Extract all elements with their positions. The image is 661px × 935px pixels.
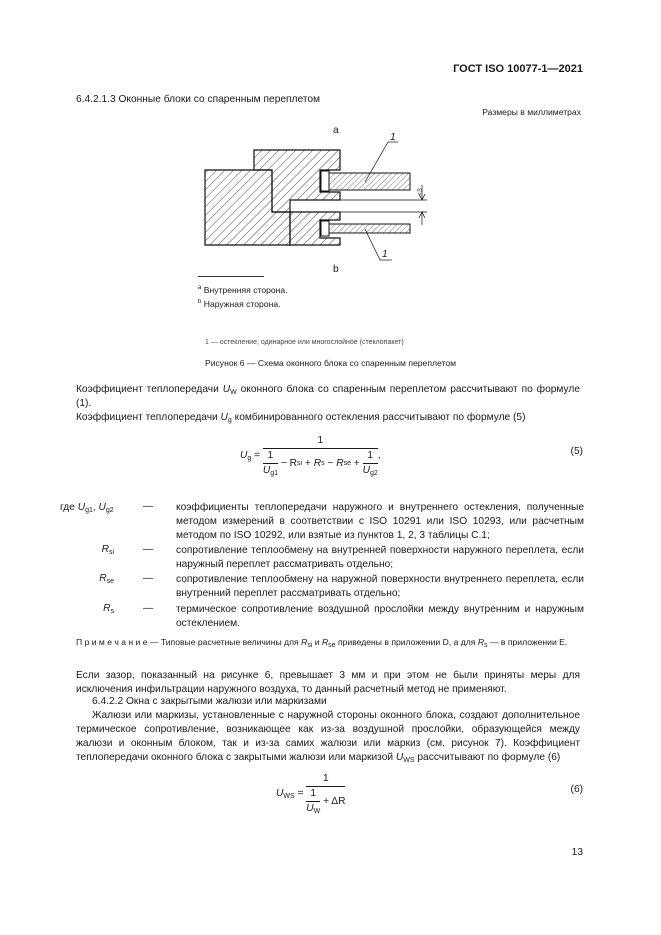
footnote-rule — [198, 276, 264, 277]
def-dash-rse: — — [143, 573, 154, 584]
def-dash-ug: — — [143, 501, 154, 512]
window-section-drawing — [190, 120, 460, 285]
figure-caption: Рисунок 6 — Схема оконного блока со спаренным переплетом — [204, 358, 457, 368]
footnote-a: $^a$ Внутренняя сторона. — [198, 284, 288, 295]
standard-header: ГОСТ ISO 10077-1—2021 — [453, 63, 583, 75]
formula-6-number: (6) — [570, 784, 583, 795]
def-rsi-text: сопротивление теплообмену на внутренней поверхности наружного переплета, если наружный переплет рассматривать отдельно; — [176, 545, 584, 570]
figure-callout-1-top: 1 — [390, 132, 396, 143]
def-rs-text: термическое сопротивление воздушной прослойки между внутренним и наружным остеклением. — [176, 604, 584, 629]
def-dash-rs: — — [143, 603, 154, 614]
def-dash-rsi: — — [143, 544, 154, 555]
paragraph-uw: Коэффициент теплопередачи $U_W$ оконного блока со спаренным переплетом рассчитывают по формуле (1). — [76, 384, 580, 409]
figure-label-a: a — [333, 125, 339, 136]
formula-6: $U_{WS}$ = 1 $\frac{1}{U_W}$ + ΔR — [276, 773, 346, 815]
def-where: где $U_{g1}$, $U_{g2}$ — [60, 502, 114, 514]
section2-title: 6.4.2.2 Окна с закрытыми жалюзи или маркизами — [92, 696, 327, 707]
figure-label-b: b — [333, 264, 339, 275]
figure-legend: 1 — остекление, одинарное или многослойное (стеклопакет) — [205, 339, 404, 346]
figure-dimension-label: ≤3 — [417, 188, 424, 196]
formula-5-number: (5) — [570, 446, 583, 457]
footnote-b: $^b$ Наружная сторона. — [198, 298, 281, 309]
figure-callout-1-bottom: 1 — [382, 249, 388, 260]
dimensions-note: Размеры в миллиметрах — [482, 107, 581, 117]
paragraph-gap: Если зазор, показанный на рисунке 6, превышает 3 мм и при этом не были приняты меры для исключения инфильтрации наружного воздуха, то данный расчетный метод не применяют. — [76, 670, 580, 695]
paragraph-shutters: Жалюзи или маркизы, установленные с наружной стороны оконного блока, создают дополнительное термическое сопротивление, возникающее как из-за воздушной прослойки, образующейся между жалюзи и оконным блоком, так и из-за самих жалюзи или маркиз (см. рисунок 7). Коэффициент теплопередачи оконного блока с закрытыми жалюзи или маркизой $U_{WS}$ рассчитывают по формуле (6) — [76, 710, 580, 764]
def-ug-text: коэффициенты теплопередачи наружного и внутреннего остекления, полученные методом измерений в соответствии с ISO 10291 или ISO 10293, или расчетным методом по ISO 10292, или взятые из пунктов 1, 2, 3 таблицы С.1; — [176, 502, 584, 541]
note: П р и м е ч а н и е — Типовые расчетные величины для $R_{si}$ и $R_{se}$ приведены в приложении D, а для $R_s$ — в приложении Е. — [76, 637, 568, 649]
paragraph-ug: Коэффициент теплопередачи $U_g$ комбинированного остекления рассчитывают по формуле (5) — [76, 412, 526, 424]
def-rse-text: сопротивление теплообмену на наружной поверхности внутреннего переплета, если внутренний переплет рассматривать отдельно; — [176, 574, 584, 599]
page-number: 13 — [571, 847, 583, 858]
lower-glazing — [327, 224, 410, 233]
def-rs-symbol: $R_s$ — [103, 603, 114, 615]
formula-5: $U_g$ = 1 $\frac{1}{U_{g1}}$ − R si + R s − R se + $\frac{1}{U_{g2}}$ , — [240, 435, 381, 477]
def-rse-symbol: $R_{se}$ — [99, 573, 114, 585]
def-rsi-symbol: $R_{si}$ — [101, 544, 114, 556]
section-title: 6.4.2.1.3 Оконные блоки со спаренным переплетом — [76, 94, 321, 105]
